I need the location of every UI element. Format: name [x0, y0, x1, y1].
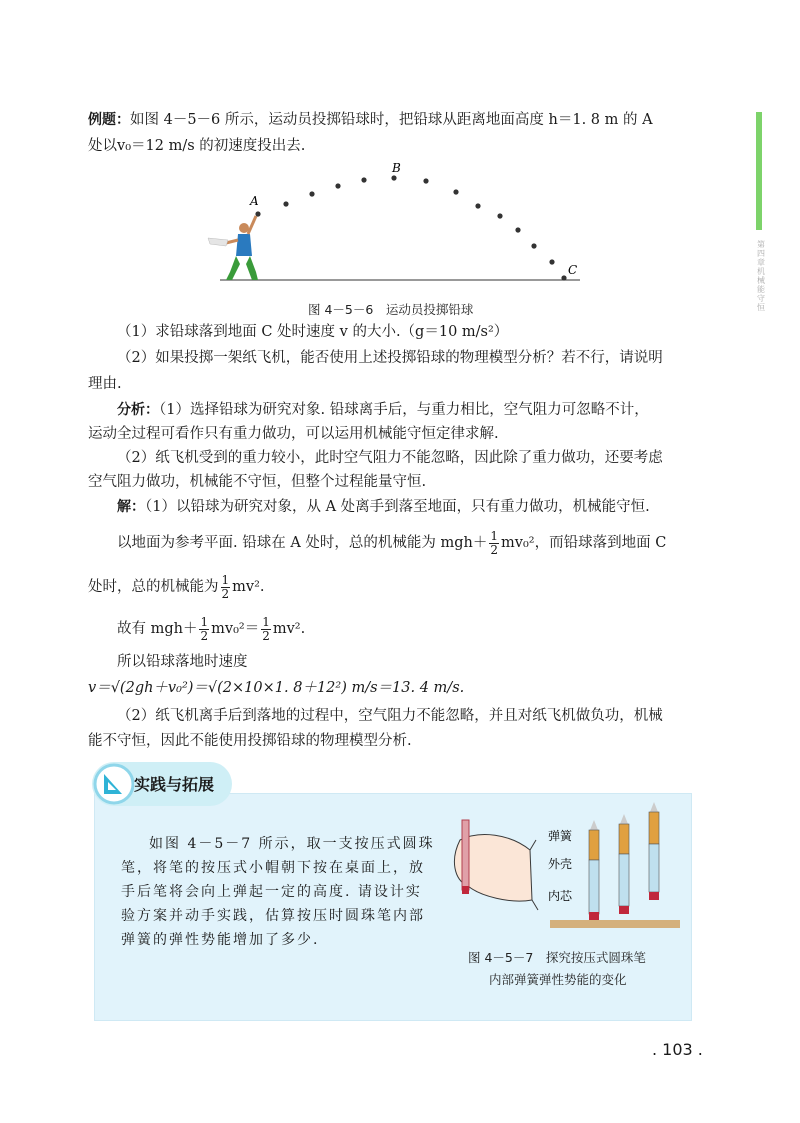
solution-text-4c: mv². [272, 621, 306, 637]
practice-text-2: 笔，将笔的按压式小帽朝下按在桌面上，放 [121, 860, 425, 876]
solution-text-3b: mv². [232, 579, 265, 595]
label-shell: 外壳 [548, 857, 573, 871]
chapter-side-text: 第四章 机械能守恒 [757, 240, 765, 312]
analysis-line-4: 空气阻力做功，机械能不守恒，但整个过程能量守恒. [88, 474, 427, 490]
analysis-line-3: （2）纸飞机受到的重力较小，此时空气阻力不能忽略，因此除了重力做功，还要考虑 [117, 450, 663, 466]
table-surface [550, 920, 680, 928]
solution-line-8: 能不守恒，因此不能使用投掷铅球的物理模型分析. [88, 733, 412, 749]
analysis-line-2: 运动全过程可看作只有重力做功，可以运用机械能守恒定律求解. [88, 426, 499, 442]
example-label: 例题： [88, 112, 130, 128]
fraction-half: $\frac{1}{2}$ [262, 614, 270, 643]
question-1: （1）求铅球落到地面 C 处时速度 v 的大小.（g＝10 m/s²） [117, 324, 509, 340]
fraction-half: $\frac{1}{2}$ [200, 614, 209, 643]
practice-text-4: 验方案并动手实践，估算按压时圆珠笔内部 [121, 908, 425, 924]
figure2-caption-1: 图 4－5－7 探究按压式圆珠笔 [468, 950, 646, 965]
figure2-caption-2: 内部弹簧弹性势能的变化 [489, 972, 627, 987]
solution-line-5: 所以铅球落地时速度 [117, 654, 248, 670]
solution-text-1: （1）以铅球为研究对象，从 A 处离手到落至地面，只有重力做功，机械能守恒. [145, 499, 650, 515]
example-line-2: 处以v₀＝12 m/s 的初速度投出去. [88, 138, 306, 154]
fraction-half: $\frac{1}{2}$ [490, 528, 499, 557]
question-2b: 理由. [88, 376, 122, 392]
analysis-text-1: （1）选择铅球为研究对象. 铅球离手后，与重力相比，空气阻力可忽略不计， [159, 402, 649, 418]
practice-text-1: 如图 4－5－7 所示，取一支按压式圆珠 [149, 836, 435, 852]
chapter-tab-bar [756, 112, 762, 230]
solution-text-4b: mv₀²＝ [211, 621, 260, 637]
trajectory-dots [255, 175, 566, 280]
example-line-1 [88, 110, 653, 130]
hand-illustration [454, 820, 538, 910]
solution-text-3a: 处时，总的机械能为 [88, 579, 219, 595]
solution-line-4 [117, 612, 305, 646]
label-core: 内芯 [548, 889, 573, 903]
solution-text-2b: mv₀²，而铅球落到地面 C [501, 535, 667, 551]
solution-text-2a: 以地面为参考平面. 铅球在 A 处时，总的机械能为 mgh＋ [117, 535, 488, 551]
practice-text-5: 弹簧的弹性势能增加了多少. [121, 932, 320, 948]
solution-line-7: （2）纸飞机离手后到落地的过程中，空气阻力不能忽略，并且对纸飞机做负功，机械 [117, 708, 663, 724]
pen-2 [619, 814, 629, 914]
practice-text-3: 手后笔将会向上弹起一定的高度. 请设计实 [121, 884, 422, 900]
label-a: A [250, 194, 259, 208]
solution-line-1 [117, 497, 650, 517]
solution-line-2 [117, 526, 666, 560]
page-number: . 103 . [652, 1040, 703, 1059]
shot-put-figure [200, 160, 600, 290]
athlete-illustration [208, 216, 258, 280]
pen-1 [589, 820, 599, 920]
solution-line-3 [88, 570, 265, 604]
solution-text-4a: 故有 mgh＋ [117, 621, 198, 637]
question-2a: （2）如果投掷一架纸飞机，能否使用上述投掷铅球的物理模型分析？若不行，请说明 [117, 350, 663, 366]
practice-title: 实践与拓展 [134, 775, 215, 794]
solution-line-6: v＝√(2gh＋v₀²)＝√(2×10×1. 8＋12²) m/s＝13. 4 m/s. [88, 680, 465, 696]
practice-icon [92, 762, 134, 806]
label-c: C [568, 263, 578, 277]
label-b: B [392, 161, 401, 175]
figure1-caption: 图 4－5－6 运动员投掷铅球 [308, 302, 474, 317]
label-spring: 弹簧 [548, 829, 573, 843]
fraction-half: $\frac{1}{2}$ [221, 572, 230, 601]
pen-figure [440, 800, 680, 940]
example-text-1: 如图 4－5－6 所示，运动员投掷铅球时，把铅球从距离地面高度 h＝1. 8 m 的 A [130, 112, 653, 128]
pen-3 [649, 802, 659, 900]
analysis-label: 分析： [117, 402, 159, 418]
solution-label: 解： [117, 499, 145, 515]
analysis-line-1 [117, 400, 649, 420]
